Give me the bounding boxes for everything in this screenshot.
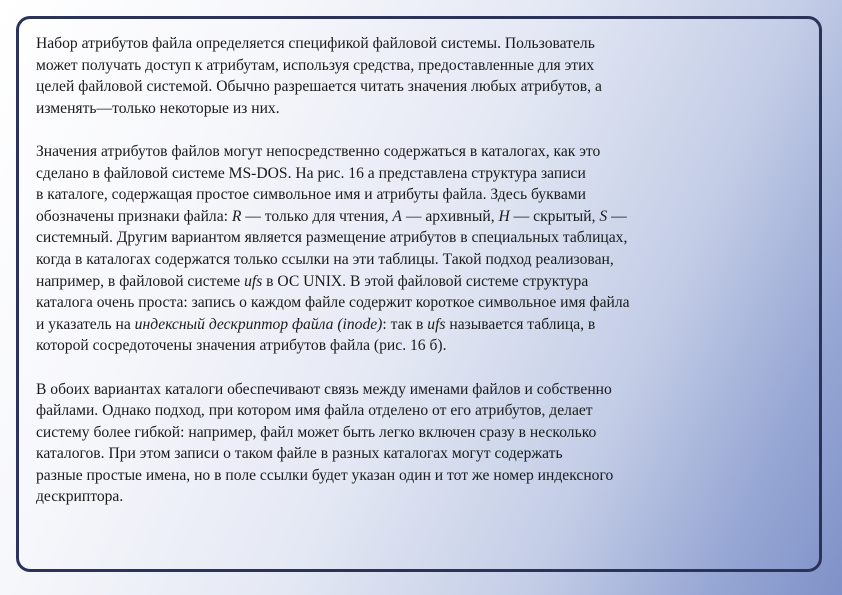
text-run: в каталоге, содержащая простое символьное имя и атрибуты файла. Здесь буквами xyxy=(36,186,586,204)
italic-run: S xyxy=(599,207,608,225)
text-line xyxy=(36,141,766,163)
slide-body xyxy=(36,33,766,530)
text-line xyxy=(36,271,766,293)
text-run: — xyxy=(607,207,627,225)
text-run: разные простые имена, но в поле ссылки будет указан один и тот же номер индексного xyxy=(36,466,614,484)
text-line xyxy=(36,98,766,120)
text-run: и указатель на xyxy=(36,315,135,333)
paragraph-attribute-storage xyxy=(36,141,766,357)
text-line xyxy=(36,33,766,55)
text-line xyxy=(36,400,766,422)
text-line xyxy=(36,422,766,444)
italic-run: H xyxy=(498,207,510,225)
text-run: системный. Другим вариантом является размещение атрибутов в специальных таблицах, xyxy=(36,229,628,247)
text-run: сделано в файловой системе MS-DOS. На рис. 16 а представлена структура записи xyxy=(36,164,586,182)
text-line xyxy=(36,335,766,357)
text-run: файлами. Однако подход, при котором имя файла отделено от его атрибутов, делает xyxy=(36,402,593,420)
text-run: — архивный, xyxy=(401,207,499,225)
text-run: : так в xyxy=(382,315,428,333)
text-line xyxy=(36,379,766,401)
text-line xyxy=(36,292,766,314)
text-run: систему более гибкой: например, файл может быть легко включен сразу в несколько xyxy=(36,423,597,441)
text-run: каталогов. При этом записи о таком файле в разных каталогах могут содержать xyxy=(36,445,563,463)
paragraph-catalog-flexibility xyxy=(36,379,766,509)
italic-run: индексный дескриптор файла (inode) xyxy=(134,315,383,333)
text-run: — скрытый, xyxy=(509,207,600,225)
text-run: обозначены признаки файла: xyxy=(36,207,232,225)
text-run: целей файловой системой. Обычно разрешается читать значения любых атрибутов, а xyxy=(36,78,602,96)
text-run: может получать доступ к атрибутам, используя средства, предоставленные для этих xyxy=(36,56,595,74)
text-line xyxy=(36,314,766,336)
paragraph-attribute-set xyxy=(36,33,766,119)
text-run: В обоих вариантах каталоги обеспечивают связь между именами файлов и собственно xyxy=(36,380,612,398)
text-line xyxy=(36,443,766,465)
text-line xyxy=(36,206,766,228)
text-line xyxy=(36,76,766,98)
text-run: когда в каталогах содержатся только ссылки на эти таблицы. Такой подход реализован, xyxy=(36,250,614,268)
text-run: Значения атрибутов файлов могут непосредственно содержаться в каталогах, как это xyxy=(36,142,601,160)
text-run: которой сосредоточены значения атрибутов файла (рис. 16 б). xyxy=(36,337,447,355)
text-run: Набор атрибутов файла определяется спецификой файловой системы. Пользователь xyxy=(36,35,595,52)
text-line xyxy=(36,163,766,185)
text-line xyxy=(36,55,766,77)
text-run: каталога очень проста: запись о каждом файле содержит короткое символьное имя файла xyxy=(36,294,630,312)
italic-run: R xyxy=(231,207,242,225)
text-line xyxy=(36,184,766,206)
italic-run: A xyxy=(392,207,402,225)
text-run: в ОС UNIX. В этой файловой системе структура xyxy=(262,272,589,290)
text-line xyxy=(36,465,766,487)
text-line xyxy=(36,227,766,249)
text-run: называется таблица, в xyxy=(445,315,596,333)
text-line xyxy=(36,249,766,271)
text-run: например, в файловой системе xyxy=(36,272,245,290)
italic-run: ufs xyxy=(244,272,263,290)
text-line xyxy=(36,486,766,508)
italic-run: ufs xyxy=(427,315,446,333)
text-run: дескриптора. xyxy=(36,488,124,506)
text-run: — только для чтения, xyxy=(241,207,393,225)
text-run: изменять—только некоторые из них. xyxy=(36,99,280,117)
